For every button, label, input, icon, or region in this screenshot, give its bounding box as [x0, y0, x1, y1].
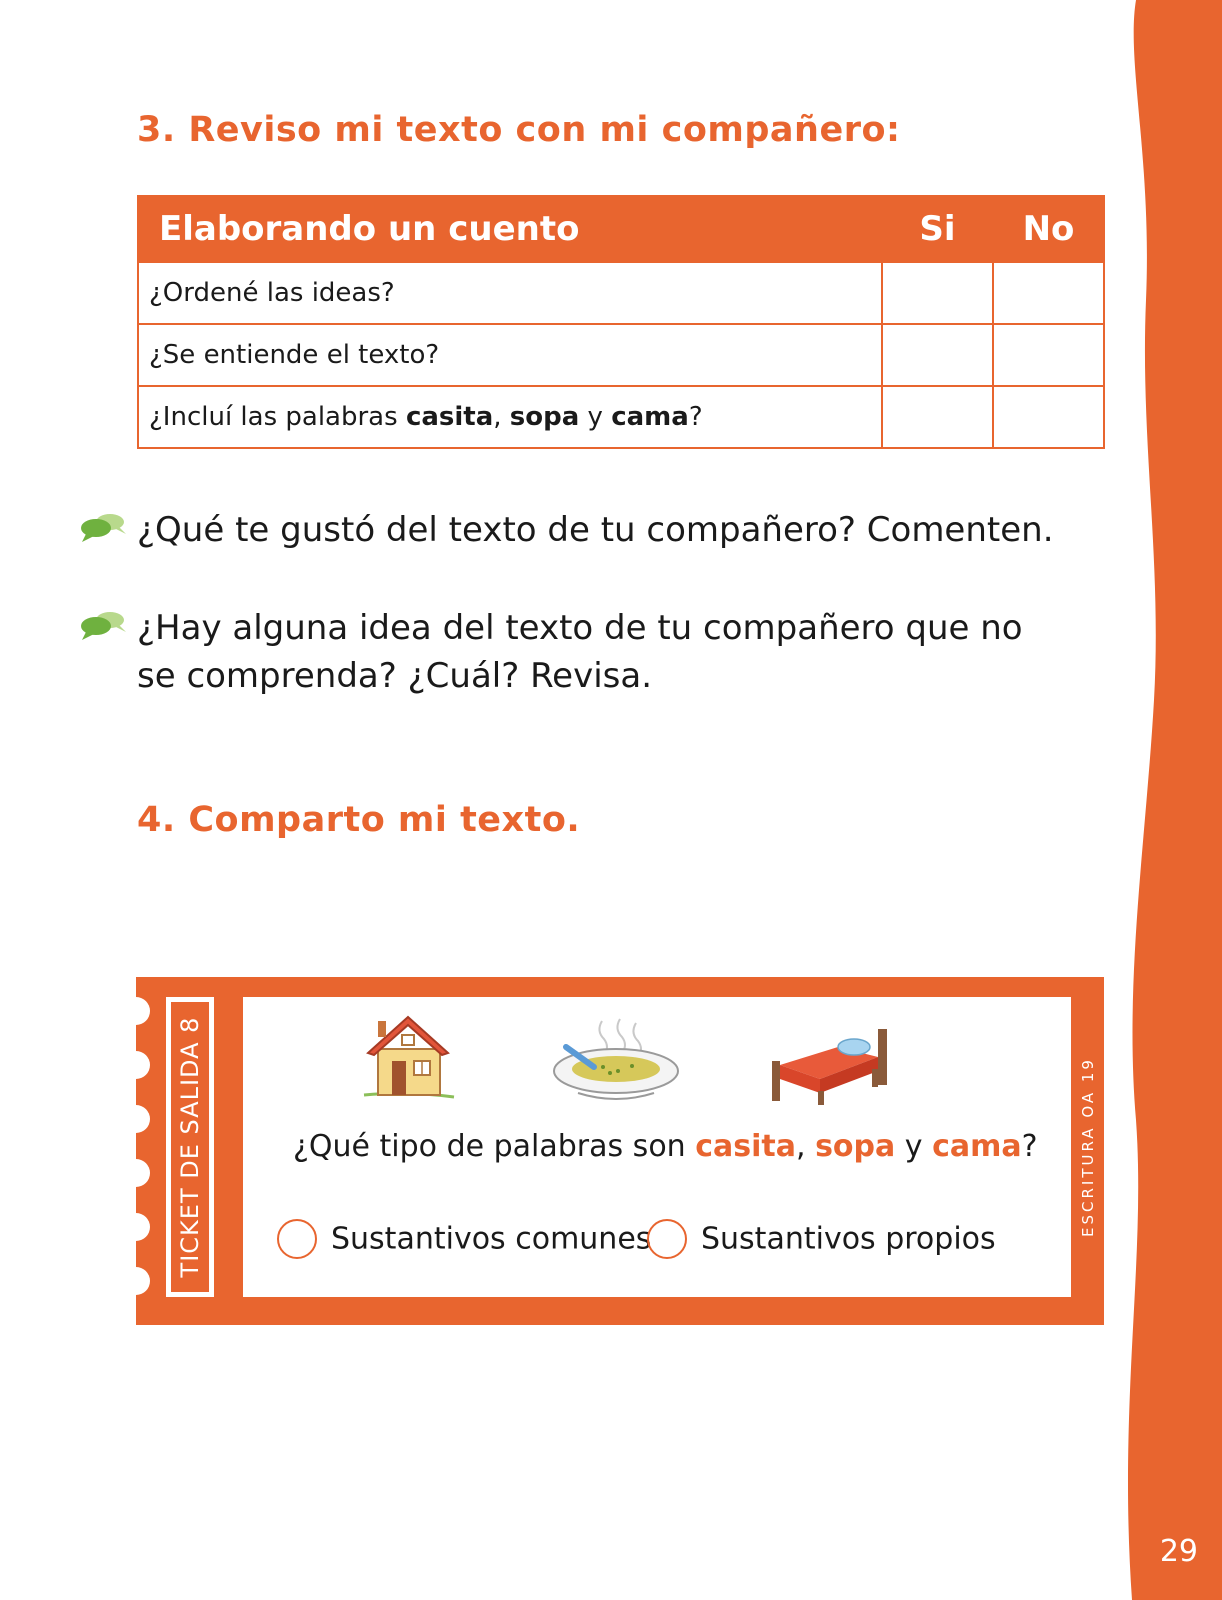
radio-button[interactable] [647, 1219, 687, 1259]
speech-bubbles-icon [80, 512, 128, 544]
ticket-side-label: ESCRITURA OA 19 [1079, 1057, 1097, 1237]
section-3-heading: 3. Reviso mi texto con mi compañero: [137, 110, 901, 150]
yes-cell[interactable] [882, 324, 993, 386]
prompt-text: ¿Hay alguna idea del texto de tu compañero que no se comprenda? ¿Cuál? Revisa. [137, 608, 1023, 696]
column-header-no: No [993, 196, 1104, 262]
ticket-perforation [122, 1051, 150, 1079]
table-header-row [138, 196, 1104, 262]
no-cell[interactable] [993, 324, 1104, 386]
page-number: 29 [1159, 1534, 1198, 1569]
exit-ticket [136, 977, 1104, 1325]
table-row [138, 324, 1104, 386]
ticket-perforation [122, 1159, 150, 1187]
review-checklist-table [137, 195, 1105, 449]
prompt-text: ¿Qué te gustó del texto de tu compañero? Comenten. [137, 510, 1054, 550]
no-cell[interactable] [993, 262, 1104, 324]
discussion-prompt-2 [80, 604, 1060, 700]
ticket-stub-label: TICKET DE SALIDA 8 [176, 1016, 204, 1278]
row-question: ¿Ordené las ideas? [138, 262, 882, 324]
option-proper-nouns[interactable] [647, 1219, 996, 1259]
row-question: ¿Se entiende el texto? [138, 324, 882, 386]
yes-cell[interactable] [882, 262, 993, 324]
ticket-perforation [122, 997, 150, 1025]
soup-icon [548, 1017, 683, 1107]
section-4-heading: 4. Comparto mi texto. [137, 800, 581, 840]
ticket-question: ¿Qué tipo de palabras son casita, sopa y cama? [293, 1129, 1038, 1164]
ticket-perforation [122, 1213, 150, 1241]
page-edge-decoration [1122, 0, 1222, 1600]
discussion-prompt-1 [80, 506, 1060, 554]
bed-icon [768, 1017, 893, 1107]
house-icon [358, 1011, 458, 1103]
table-row [138, 262, 1104, 324]
option-label: Sustantivos comunes [331, 1221, 652, 1257]
row-question: ¿Incluí las palabras casita, sopa y cama? [138, 386, 882, 448]
no-cell[interactable] [993, 386, 1104, 448]
ticket-body [243, 997, 1071, 1297]
speech-bubbles-icon [80, 610, 128, 642]
option-label: Sustantivos propios [701, 1221, 996, 1257]
ticket-perforation [122, 1105, 150, 1133]
table-row [138, 386, 1104, 448]
yes-cell[interactable] [882, 386, 993, 448]
radio-button[interactable] [277, 1219, 317, 1259]
column-header-yes: Si [882, 196, 993, 262]
column-header-task: Elaborando un cuento [138, 196, 882, 262]
option-common-nouns[interactable] [277, 1219, 651, 1259]
ticket-perforation [122, 1267, 150, 1295]
